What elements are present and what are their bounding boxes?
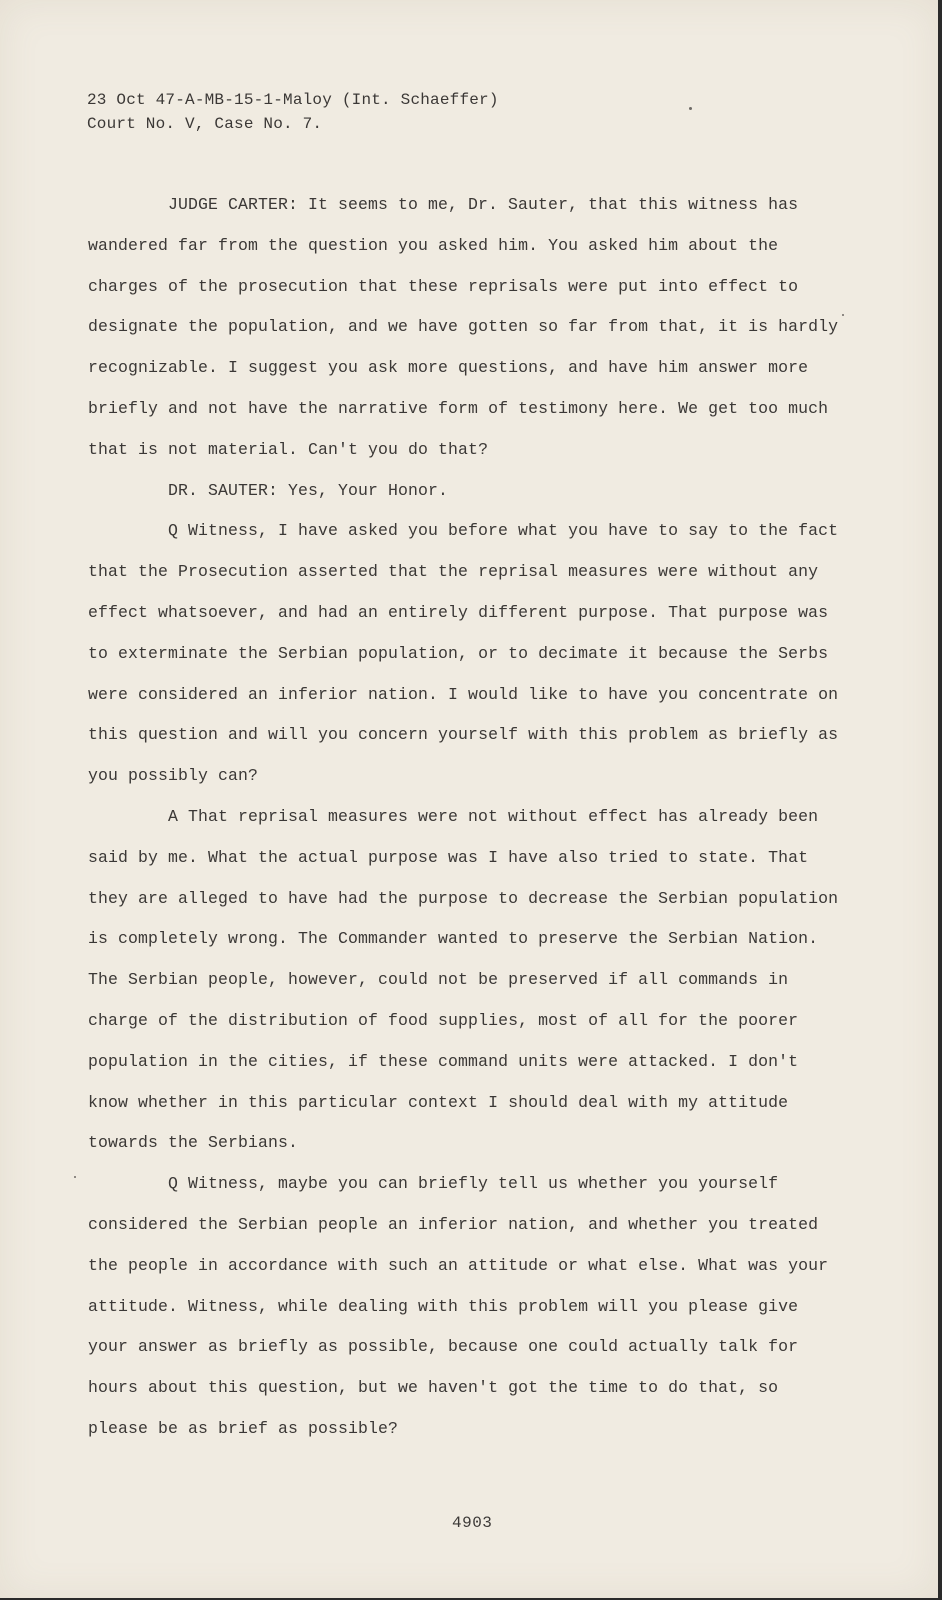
paragraph-question-1: Q Witness, I have asked you before what you have to say to the fact that the Prosecution asserted that the reprisal measures were without any effect whatsoever, and had an entirely different purpose. That purpose was to exterminate the Serbian population, or to decimate it because the Serbs were considered an inferior nation. I would like to have you concentrate on this question and will you concern yourself with this problem as briefly as you possibly can? [88, 521, 839, 786]
paragraph-judge-carter: JUDGE CARTER: It seems to me, Dr. Sauter, that this witness has wandered far from the question you asked him. You asked him about the charges of the prosecution that these reprisals were put into effect to designate the population, and we have gotten so far from that, it is hardly recognizable. I suggest you ask more questions, and have him answer more briefly and not have the narrative form of testimony here. We get too much that is not material. Can't you do that? [88, 195, 839, 459]
document-header [87, 88, 499, 136]
paper-speck [689, 107, 692, 110]
paragraph-question-2: Q Witness, maybe you can briefly tell us whether you yourself considered the Serbian people an inferior nation, and whether you treated the people in accordance with such an attitude or what else. What was your attitude. Witness, while dealing with this problem will you please give your answer as briefly as possible, because one could actually talk for hours about this question, but we haven't got the time to do that, so please be as brief as possible? [88, 1174, 829, 1438]
header-line-date-session: 23 Oct 47-A-MB-15-1-Maloy (Int. Schaeffer) [87, 91, 499, 109]
transcript-body [88, 185, 848, 1450]
page-number: 4903 [452, 1514, 493, 1532]
paragraph-dr-sauter: DR. SAUTER: Yes, Your Honor. [168, 480, 449, 500]
paper-speck [842, 314, 844, 316]
paper-speck [74, 1176, 76, 1178]
paragraph-answer-1: A That reprisal measures were not without effect has already been said by me. What the actual purpose was I have also tried to state. That they are alleged to have had the purpose to decrease the Serbian population is completely wrong. The Commander wanted to preserve the Serbian Nation. The Serbian people, however, could not be preserved if all commands in charge of the distribution of food supplies, most of all for the poorer population in the cities, if these command units were attacked. I don't know whether in this particular context I should deal with my attitude towards the Serbians. [88, 806, 839, 1153]
header-line-court-case: Court No. V, Case No. 7. [87, 115, 323, 133]
